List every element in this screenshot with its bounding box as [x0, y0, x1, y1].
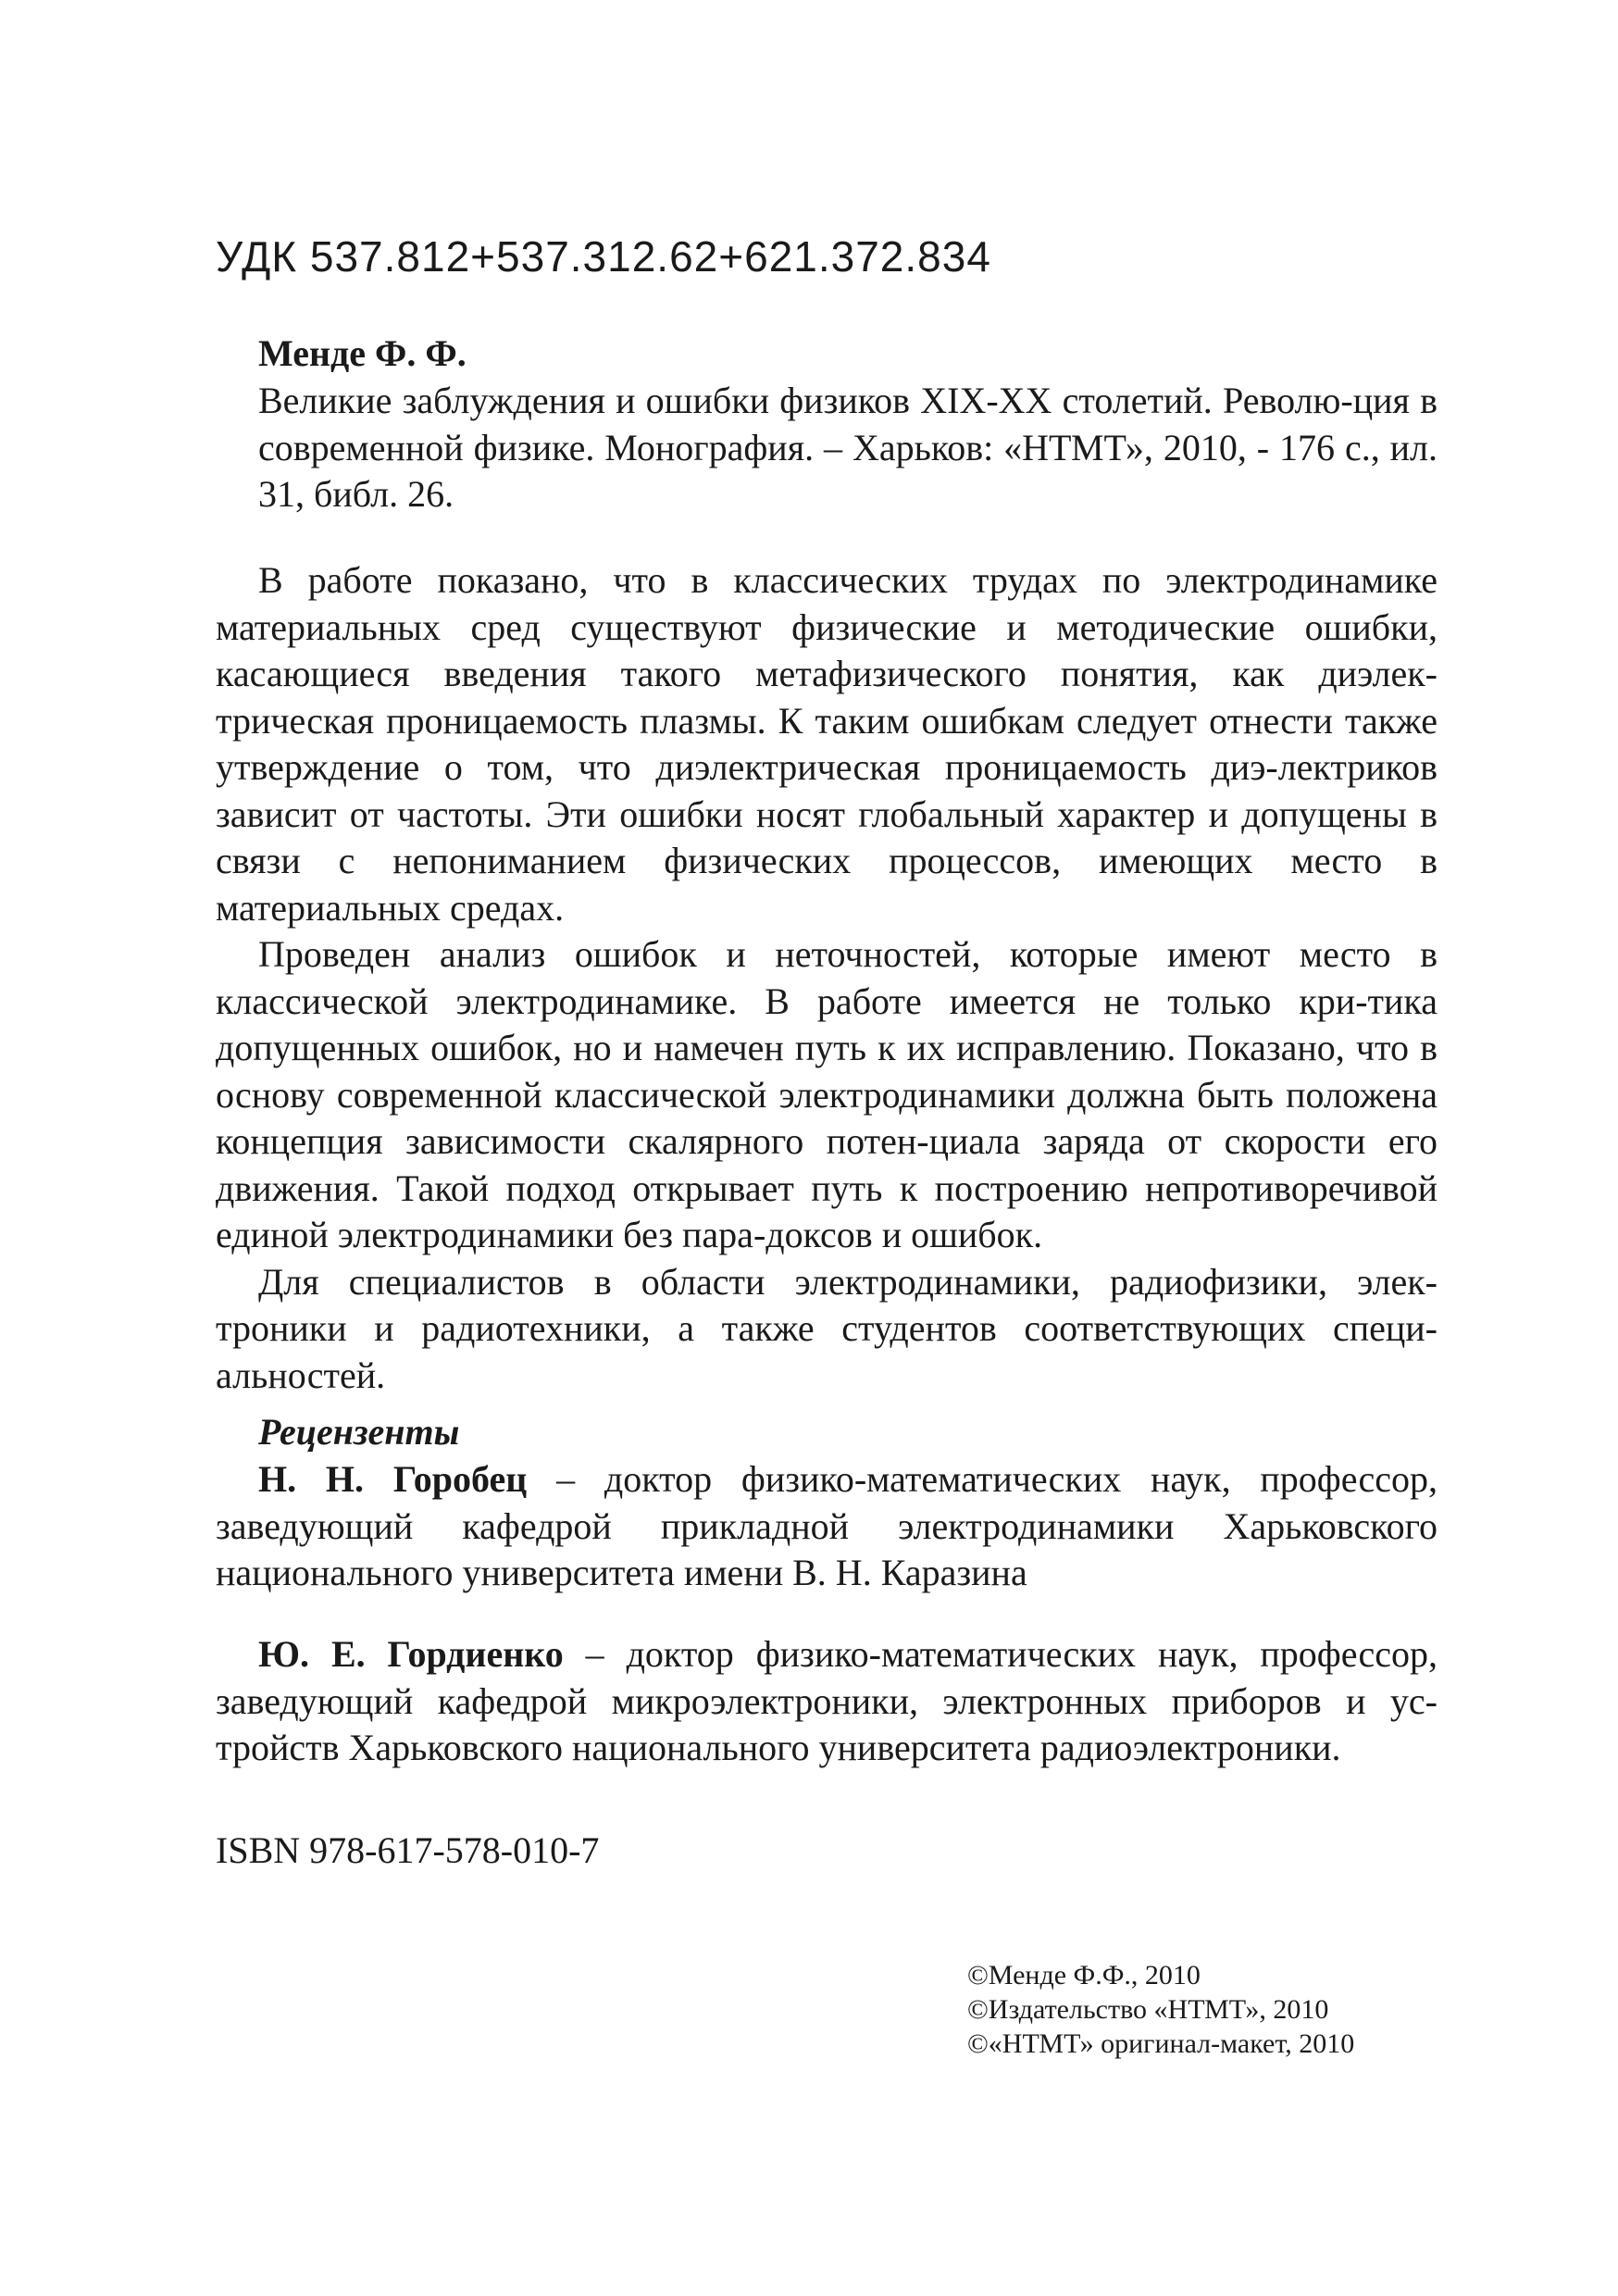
reviewer-description: – доктор физико-математических наук, профессор, заведующий кафедрой прикладной электродинамики Харьковского национального университета имени В. Н. Каразина [216, 1458, 1438, 1593]
reviewer-entry [216, 1631, 1438, 1772]
copyright-line: ©Менде Ф.Ф., 2010 [967, 1960, 1201, 1990]
isbn: ISBN 978-617-578-010-7 [216, 1829, 600, 1871]
reviewers-heading: Рецензенты [258, 1411, 460, 1453]
reviewer-description: – доктор физико-математических наук, профессор, заведующий кафедрой микроэлектроники, электронных приборов и ус-тройств Харьковского национального университета радиоэлектроники. [216, 1633, 1438, 1768]
abstract-paragraph: В работе показано, что в классических трудах по электродинамике материальных сред существуют физические и методические ошибки, касающиеся введения такого метафизического понятия, как диэлек-трическая проницаемость плазмы. К таким ошибкам следует отнести также утверждение о том, что диэлектрическая проницаемость диэ-лектриков зависит от частоты. Эти ошибки носят глобальный характер и допущены в связи с непониманием физических процессов, имеющих место в материальных средах. [216, 559, 1438, 929]
reviewer-entry [216, 1456, 1438, 1597]
copyright-block [967, 1958, 1354, 2061]
reference-author: Менде Ф. Ф. [258, 332, 467, 374]
copyright-line: ©«НТМТ» оригинал-макет, 2010 [967, 2028, 1355, 2059]
udk-code: УДК 537.812+537.312.62+621.372.834 [216, 232, 991, 281]
copyright-line: ©Издательство «НТМТ», 2010 [967, 1994, 1329, 2025]
reviewer-name: Ю. Е. Гордиенко [258, 1633, 564, 1675]
abstract-paragraph: Проведен анализ ошибок и неточностей, которые имеют место в классической электродинамике. В работе имеется не только кри-тика допущенных ошибок, но и намечен путь к их исправлению. Показано, что в основу современной классической электродинамики должна быть положена концепция зависимости скалярного потен-циала заряда от скорости его движения. Такой подход открывает путь к построению непротиворечивой единой электродинамики без пара-доксов и ошибок. [216, 933, 1438, 1255]
reviewer-name: Н. Н. Горобец [258, 1458, 528, 1500]
reference-description: Великие заблуждения и ошибки физиков XIX-XX столетий. Револю-ция в современной физике. Монография. – Харьков: «НТМТ», 2010, - 176 с., ил. 31, библ. 26. [258, 380, 1438, 515]
abstract [216, 557, 1438, 1399]
abstract-paragraph: Для специалистов в области электродинамики, радиофизики, элек-троники и радиотехники, а также студентов соответствующих специ-альностей. [216, 1260, 1438, 1396]
